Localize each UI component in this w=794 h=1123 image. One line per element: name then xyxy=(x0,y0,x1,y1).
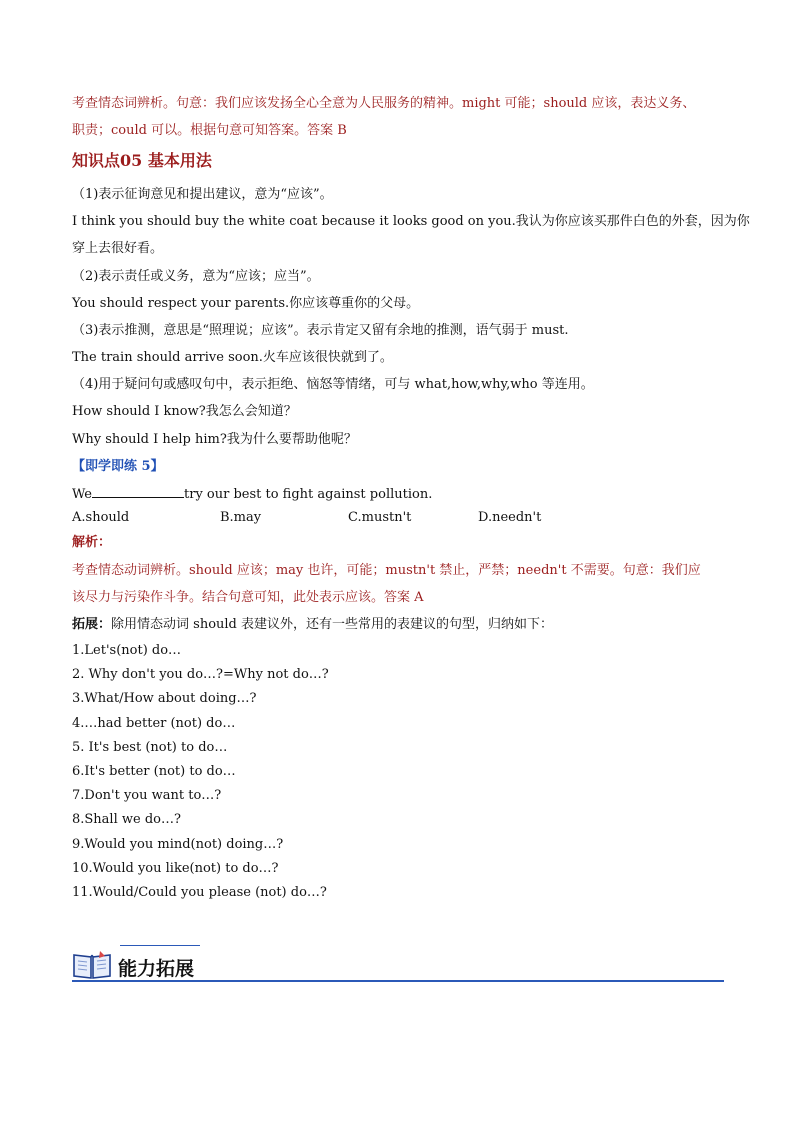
extension-item-1: 1.Let's(not) do… xyxy=(72,643,182,658)
extension-intro-text: 除用情态动词 should 表建议外，还有一些常用的表建议的句型，归纳如下： xyxy=(111,617,554,632)
section-title: 能力拓展 xyxy=(118,958,195,980)
open-book-icon xyxy=(72,949,112,979)
practice-title: 【即学即练 5】 xyxy=(72,459,164,474)
option-b: B.may xyxy=(220,510,262,525)
answer-blank xyxy=(92,485,184,498)
extension-item-9: 9.Would you mind(not) doing…? xyxy=(72,837,284,852)
usage-2-label: （2)表示责任或义务，意为“应该；应当”。 xyxy=(72,269,320,284)
analysis-label: 解析： xyxy=(72,535,112,550)
usage-4-example-1: How should I know?我怎么会知道？ xyxy=(72,404,297,419)
usage-4-example-2: Why should I help him?我为什么要帮助他呢？ xyxy=(72,432,357,447)
prev-analysis-line-1: 考查情态词辨析。句意：我们应该发扬全心全意为人民服务的精神。might 可能；should 应该，表达义务、 xyxy=(72,96,696,111)
usage-1-example-line-2: 穿上去很好看。 xyxy=(72,241,164,256)
section-top-rule xyxy=(120,945,200,946)
option-c: C.mustn't xyxy=(348,510,412,525)
option-a: A.should xyxy=(72,510,130,525)
extension-item-7: 7.Don't you want to…? xyxy=(72,788,222,803)
extension-item-2: 2. Why don't you do…?=Why not do…? xyxy=(72,667,329,682)
analysis-line-2: 该尽力与污染作斗争。结合句意可知，此处表示应该。答案 A xyxy=(72,590,424,605)
usage-2-example: You should respect your parents.你应该尊重你的父母。 xyxy=(72,296,420,311)
extension-item-4: 4.…had better (not) do… xyxy=(72,716,236,731)
extension-item-8: 8.Shall we do…? xyxy=(72,812,181,827)
usage-3-example: The train should arrive soon.火车应该很快就到了。 xyxy=(72,350,393,365)
question-end: try our best to fight against pollution. xyxy=(184,487,433,502)
usage-1-label: （1)表示征询意见和提出建议，意为“应该”。 xyxy=(72,187,333,202)
extension-item-6: 6.It's better (not) to do… xyxy=(72,764,236,779)
usage-3-label: （3)表示推测，意思是“照理说；应该”。表示肯定又留有余地的推测，语气弱于 must. xyxy=(72,323,569,338)
option-d: D.needn't xyxy=(478,510,542,525)
knowledge-point-heading: 知识点05 基本用法 xyxy=(72,151,212,170)
usage-4-label: （4)用于疑问句或感叹句中，表示拒绝、恼怒等情绪，可与 what,how,why,who 等连用。 xyxy=(72,377,594,392)
analysis-line-1: 考查情态动词辨析。should 应该；may 也许，可能；mustn't 禁止，严禁；needn't 不需要。句意：我们应 xyxy=(72,563,701,578)
prev-analysis-line-2: 职责；could 可以。根据句意可知答案。答案 B xyxy=(72,123,347,138)
section-rule xyxy=(72,980,724,982)
extension-item-10: 10.Would you like(not) to do…? xyxy=(72,861,279,876)
extension-item-5: 5. It's best (not) to do… xyxy=(72,740,228,755)
practice-question xyxy=(72,485,432,504)
question-start: We xyxy=(72,487,92,502)
extension-intro xyxy=(72,616,553,634)
extension-item-11: 11.Would/Could you please (not) do…? xyxy=(72,885,327,900)
extension-item-3: 3.What/How about doing…? xyxy=(72,691,257,706)
usage-1-example-line-1: I think you should buy the white coat because it looks good on you.我认为你应该买那件白色的外套，因为你 xyxy=(72,214,750,229)
extension-label: 拓展： xyxy=(72,617,112,632)
